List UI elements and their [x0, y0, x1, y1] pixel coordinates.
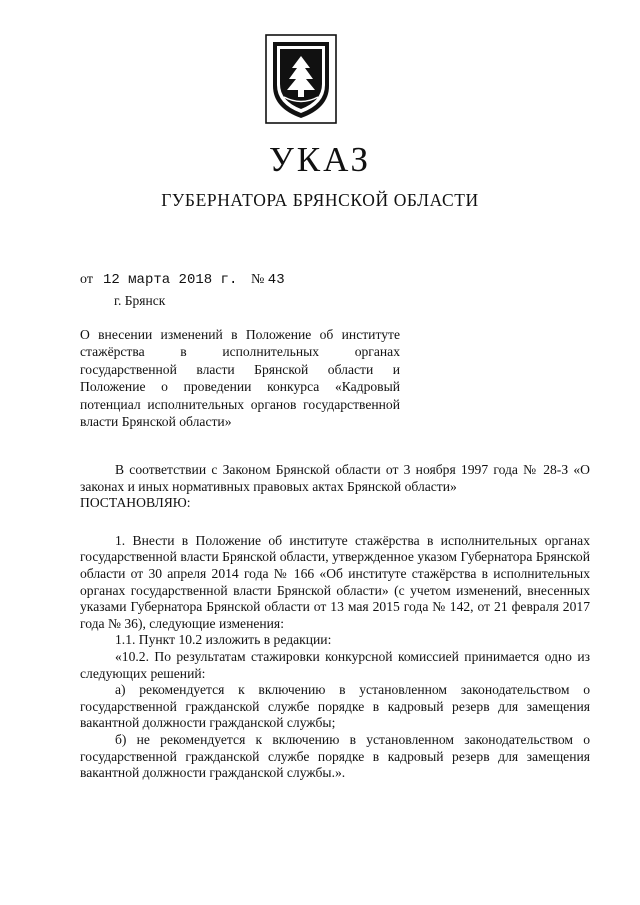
document-heading: О внесении изменений в Положение об институте стажёрства в исполнительных органах государственной власти Брянской области и Положение о проведении конкурса «Кадровый потенциал исполнительных органов государственной власти Брянской области» [80, 327, 400, 430]
document-body [80, 462, 590, 782]
decree-word: ПОСТАНОВЛЯЮ: [80, 495, 191, 511]
body-paragraph-5: б) не рекомендуется к включению в установленном законодательством о государственной гражданской службе порядке в кадровый резерв для замещения вакантной должности гражданской службы.». [80, 731, 590, 781]
body-paragraph-1: 1. Внести в Положение об институте стажёрства в исполнительных органах государственной власти Брянской области, утвержденное указом Губернатора Брянской области от 30 апреля 2014 года № 166 «Об институте стажёрства в исполнительных органах государственной власти Брянской области» (с учетом изменений, внесенных указами Губернатора Брянской области от 13 мая 2015 года № 142, от 21 февраля 2017 года № 36), следующие изменения: [80, 532, 590, 631]
number-label: № [250, 272, 265, 287]
coat-of-arms-icon [265, 34, 337, 124]
body-paragraph-4: а) рекомендуется к включению в установленном законодательством о государственной гражданской службе порядке в кадровый резерв для замещения вакантной должности гражданской службы; [80, 682, 590, 731]
decree-date: 12 марта 2018 г. [102, 272, 238, 288]
date-number-row [80, 272, 285, 288]
body-paragraph-2: 1.1. Пункт 10.2 изложить в редакции: [115, 632, 332, 648]
city-line: г. Брянск [114, 293, 166, 308]
preamble-paragraph: В соответствии с Законом Брянской области от 3 ноября 1997 года № 28-З «О законах и иных нормативных правовых актах Брянской области» [80, 462, 590, 494]
body-paragraph-3: «10.2. По результатам стажировки конкурсной комиссией принимается одно из следующих решений: [80, 648, 590, 681]
decree-number: 43 [267, 272, 285, 288]
document-title: УКАЗ [268, 140, 372, 179]
date-prefix: от [80, 272, 93, 287]
document-subtitle: ГУБЕРНАТОРА БРЯНСКОЙ ОБЛАСТИ [161, 190, 479, 210]
decree-number-block [251, 272, 285, 288]
